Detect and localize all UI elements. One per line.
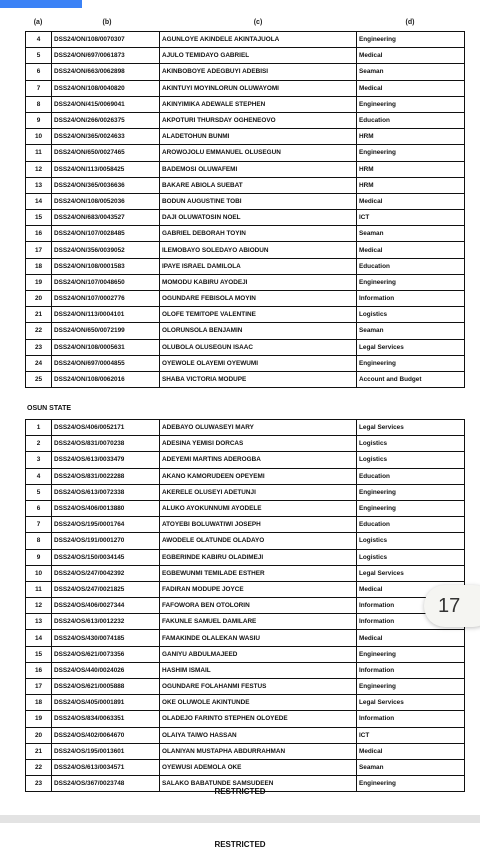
department-cell: Engineering	[357, 32, 465, 48]
table-row	[26, 484, 465, 500]
table-row	[26, 711, 465, 727]
table-row	[26, 581, 465, 597]
serial-number-cell: 8	[26, 96, 52, 112]
department-cell: Logistics	[357, 549, 465, 565]
table-row	[26, 193, 465, 209]
candidate-name-cell: OKE OLUWOLE AKINTUNDE	[160, 695, 357, 711]
serial-number-cell: 10	[26, 565, 52, 581]
candidate-name-cell: EGBEWUNMI TEMILADE ESTHER	[160, 565, 357, 581]
reg-number-cell: DSS24/ON/415/0069041	[52, 96, 160, 112]
serial-number-cell: 9	[26, 549, 52, 565]
column-header-a: (a)	[33, 19, 43, 26]
reg-number-cell: DSS24/OS/613/0012232	[52, 614, 160, 630]
serial-number-cell: 19	[26, 274, 52, 290]
reg-number-cell: DSS24/OS/247/0021825	[52, 581, 160, 597]
serial-number-cell: 13	[26, 614, 52, 630]
candidate-name-cell: SHABA VICTORIA MODUPE	[160, 371, 357, 387]
serial-number-cell: 6	[26, 500, 52, 516]
table-row	[26, 242, 465, 258]
candidate-name-cell: BODUN AUGUSTINE TOBI	[160, 193, 357, 209]
serial-number-cell: 25	[26, 371, 52, 387]
reg-number-cell: DSS24/ON/365/0036636	[52, 177, 160, 193]
candidate-name-cell: AKINBOBOYE ADEGBUYI ADEBISI	[160, 64, 357, 80]
table-row	[26, 129, 465, 145]
serial-number-cell: 23	[26, 776, 52, 792]
serial-number-cell: 14	[26, 193, 52, 209]
section-title: OSUN STATE	[27, 405, 72, 412]
reg-number-cell: DSS24/OS/406/0013880	[52, 500, 160, 516]
reg-number-cell: DSS24/OS/191/0001270	[52, 533, 160, 549]
department-cell: Seaman	[357, 226, 465, 242]
serial-number-cell: 17	[26, 679, 52, 695]
candidate-name-cell: EGBERINDE KABIRU OLADIMEJI	[160, 549, 357, 565]
table-row	[26, 145, 465, 161]
reg-number-cell: DSS24/OS/440/0024026	[52, 662, 160, 678]
department-cell: Engineering	[357, 776, 465, 792]
candidate-name-cell: ADESINA YEMISI DORCAS	[160, 436, 357, 452]
table-row	[26, 727, 465, 743]
candidate-name-cell: SALAKO BABATUNDE SAMSUDEEN	[160, 776, 357, 792]
serial-number-cell: 22	[26, 323, 52, 339]
reg-number-cell: DSS24/OS/613/0034571	[52, 759, 160, 775]
reg-number-cell: DSS24/OS/621/0005888	[52, 679, 160, 695]
scroll-progress-bar	[0, 0, 480, 8]
serial-number-cell: 15	[26, 646, 52, 662]
candidate-name-cell: OLAIYA TAIWO HASSAN	[160, 727, 357, 743]
department-cell: Medical	[357, 48, 465, 64]
reg-number-cell: DSS24/OS/613/0033479	[52, 452, 160, 468]
department-cell: Engineering	[357, 500, 465, 516]
candidate-name-cell: FAKUNLE SAMUEL DAMILARE	[160, 614, 357, 630]
table-row	[26, 371, 465, 387]
serial-number-cell: 7	[26, 80, 52, 96]
department-cell: Engineering	[357, 679, 465, 695]
department-cell: Logistics	[357, 307, 465, 323]
serial-number-cell: 12	[26, 598, 52, 614]
reg-number-cell: DSS24/ON/650/0072199	[52, 323, 160, 339]
candidate-name-cell: OYEWOLE OLAYEMI OYEWUMI	[160, 355, 357, 371]
department-cell: HRM	[357, 161, 465, 177]
table-row	[26, 339, 465, 355]
reg-number-cell: DSS24/ON/266/0026375	[52, 112, 160, 128]
serial-number-cell: 10	[26, 129, 52, 145]
table-row	[26, 630, 465, 646]
candidate-name-cell: OLORUNSOLA BENJAMIN	[160, 323, 357, 339]
candidate-name-cell: ALUKO AYOKUNNUMI AYODELE	[160, 500, 357, 516]
department-cell: Seaman	[357, 323, 465, 339]
department-cell: Engineering	[357, 355, 465, 371]
table-row	[26, 500, 465, 516]
table-row	[26, 48, 465, 64]
reg-number-cell: DSS24/OS/247/0042392	[52, 565, 160, 581]
candidate-name-cell: OLUBOLA OLUSEGUN ISAAC	[160, 339, 357, 355]
serial-number-cell: 2	[26, 436, 52, 452]
reg-number-cell: DSS24/ON/108/0001583	[52, 258, 160, 274]
department-cell: Medical	[357, 80, 465, 96]
serial-number-cell: 13	[26, 177, 52, 193]
serial-number-cell: 17	[26, 242, 52, 258]
department-cell: HRM	[357, 177, 465, 193]
serial-number-cell: 11	[26, 581, 52, 597]
table-row	[26, 355, 465, 371]
column-header-row	[0, 16, 480, 30]
reg-number-cell: DSS24/ON/113/0058425	[52, 161, 160, 177]
department-cell: Information	[357, 614, 465, 630]
table-row	[26, 64, 465, 80]
candidate-name-cell: AKANO KAMORUDEEN OPEYEMI	[160, 468, 357, 484]
restricted-footer: RESTRICTED	[214, 787, 266, 796]
department-cell: Medical	[357, 193, 465, 209]
department-cell: Engineering	[357, 484, 465, 500]
table-row	[26, 307, 465, 323]
department-cell: Information	[357, 711, 465, 727]
candidate-name-cell: AKPOTURI THURSDAY OGHENEOVO	[160, 112, 357, 128]
table-row	[26, 32, 465, 48]
department-cell: Engineering	[357, 145, 465, 161]
table-row	[26, 161, 465, 177]
candidate-name-cell: ALADETOHUN BUNMI	[160, 129, 357, 145]
candidate-name-cell: MOMODU KABIRU AYODEJI	[160, 274, 357, 290]
table-row	[26, 743, 465, 759]
table-row	[26, 177, 465, 193]
department-cell: Education	[357, 468, 465, 484]
candidate-name-cell: AKERELE OLUSEYI ADETUNJI	[160, 484, 357, 500]
serial-number-cell: 6	[26, 64, 52, 80]
candidate-name-cell: OGUNDARE FEBISOLA MOYIN	[160, 291, 357, 307]
department-cell: Legal Services	[357, 695, 465, 711]
reg-number-cell: DSS24/ON/356/0039052	[52, 242, 160, 258]
serial-number-cell: 9	[26, 112, 52, 128]
department-cell: Engineering	[357, 274, 465, 290]
serial-number-cell: 14	[26, 630, 52, 646]
candidate-name-cell: AKINYIMIKA ADEWALE STEPHEN	[160, 96, 357, 112]
candidate-name-cell: OLOFE TEMITOPE VALENTINE	[160, 307, 357, 323]
reg-number-cell: DSS24/OS/367/0023748	[52, 776, 160, 792]
reg-number-cell: DSS24/ON/107/0048650	[52, 274, 160, 290]
department-cell: Legal Services	[357, 420, 465, 436]
serial-number-cell: 8	[26, 533, 52, 549]
department-cell: Education	[357, 112, 465, 128]
department-cell: Engineering	[357, 96, 465, 112]
reg-number-cell: DSS24/OS/405/0001891	[52, 695, 160, 711]
osun-candidates-table	[25, 419, 465, 792]
candidate-name-cell: AWODELE OLATUNDE OLADAYO	[160, 533, 357, 549]
department-cell: Logistics	[357, 533, 465, 549]
table-row	[26, 80, 465, 96]
reg-number-cell: DSS24/OS/406/0027344	[52, 598, 160, 614]
table-row	[26, 517, 465, 533]
serial-number-cell: 18	[26, 258, 52, 274]
department-cell: Information	[357, 291, 465, 307]
candidate-name-cell: OLADEJO FARINTO STEPHEN OLOYEDE	[160, 711, 357, 727]
department-cell: Information	[357, 598, 465, 614]
reg-number-cell: DSS24/ON/108/0040820	[52, 80, 160, 96]
reg-number-cell: DSS24/OS/150/0034145	[52, 549, 160, 565]
department-cell: Medical	[357, 242, 465, 258]
serial-number-cell: 7	[26, 517, 52, 533]
reg-number-cell: DSS24/ON/107/0002776	[52, 291, 160, 307]
reg-number-cell: DSS24/OS/195/0001764	[52, 517, 160, 533]
candidate-name-cell: AGUNLOYE AKINDELE AKINTAJUOLA	[160, 32, 357, 48]
candidate-name-cell: ADEBAYO OLUWASEYI MARY	[160, 420, 357, 436]
candidate-name-cell: HASHIM ISMAIL	[160, 662, 357, 678]
department-cell: Logistics	[357, 436, 465, 452]
reg-number-cell: DSS24/OS/406/0052171	[52, 420, 160, 436]
candidate-name-cell: BAKARE ABIOLA SUEBAT	[160, 177, 357, 193]
candidate-name-cell: OLANIYAN MUSTAPHA ABDURRAHMAN	[160, 743, 357, 759]
candidate-name-cell: AJULO TEMIDAYO GABRIEL	[160, 48, 357, 64]
department-cell: Medical	[357, 581, 465, 597]
table-row	[26, 679, 465, 695]
table-row	[26, 646, 465, 662]
reg-number-cell: DSS24/OS/831/0022288	[52, 468, 160, 484]
reg-number-cell: DSS24/OS/621/0073356	[52, 646, 160, 662]
department-cell: Logistics	[357, 452, 465, 468]
table-row	[26, 112, 465, 128]
table-row	[26, 662, 465, 678]
candidate-name-cell: OYEWUSI ADEMOLA OKE	[160, 759, 357, 775]
department-cell: Education	[357, 517, 465, 533]
serial-number-cell: 24	[26, 355, 52, 371]
department-cell: Engineering	[357, 646, 465, 662]
reg-number-cell: DSS24/OS/430/0074185	[52, 630, 160, 646]
reg-number-cell: DSS24/ON/697/0061873	[52, 48, 160, 64]
candidate-name-cell: ADEYEMI MARTINS ADEROGBA	[160, 452, 357, 468]
candidate-name-cell: GABRIEL DEBORAH TOYIN	[160, 226, 357, 242]
reg-number-cell: DSS24/ON/108/0062016	[52, 371, 160, 387]
candidate-name-cell: AROWOJOLU EMMANUEL OLUSEGUN	[160, 145, 357, 161]
reg-number-cell: DSS24/OS/834/0063351	[52, 711, 160, 727]
reg-number-cell: DSS24/ON/650/0027465	[52, 145, 160, 161]
serial-number-cell: 16	[26, 662, 52, 678]
table-row	[26, 549, 465, 565]
table-row	[26, 420, 465, 436]
table-row	[26, 436, 465, 452]
department-cell: HRM	[357, 129, 465, 145]
department-cell: Education	[357, 258, 465, 274]
candidate-name-cell: ATOYEBI BOLUWATIWI JOSEPH	[160, 517, 357, 533]
reg-number-cell: DSS24/ON/365/0024633	[52, 129, 160, 145]
table-row	[26, 598, 465, 614]
reg-number-cell: DSS24/OS/831/0070238	[52, 436, 160, 452]
reg-number-cell: DSS24/ON/108/0005631	[52, 339, 160, 355]
serial-number-cell: 5	[26, 484, 52, 500]
restricted-header-next-page: RESTRICTED	[214, 840, 266, 849]
serial-number-cell: 20	[26, 291, 52, 307]
serial-number-cell: 3	[26, 452, 52, 468]
table-row	[26, 258, 465, 274]
table-row	[26, 96, 465, 112]
table-row	[26, 695, 465, 711]
candidate-name-cell: BADEMOSI OLUWAFEMI	[160, 161, 357, 177]
serial-number-cell: 21	[26, 307, 52, 323]
table-row	[26, 452, 465, 468]
table-row	[26, 533, 465, 549]
candidate-name-cell: GANIYU ABDULMAJEED	[160, 646, 357, 662]
department-cell: Medical	[357, 630, 465, 646]
candidate-name-cell: FAFOWORA BEN OTOLORIN	[160, 598, 357, 614]
reg-number-cell: DSS24/OS/402/0064670	[52, 727, 160, 743]
department-cell: Seaman	[357, 759, 465, 775]
department-cell: Information	[357, 662, 465, 678]
candidate-name-cell: OGUNDARE FOLAHANMI FESTUS	[160, 679, 357, 695]
serial-number-cell: 15	[26, 210, 52, 226]
reg-number-cell: DSS24/ON/113/0004101	[52, 307, 160, 323]
serial-number-cell: 20	[26, 727, 52, 743]
table-row	[26, 323, 465, 339]
table-row	[26, 614, 465, 630]
serial-number-cell: 18	[26, 695, 52, 711]
department-cell: Account and Budget	[357, 371, 465, 387]
candidate-name-cell: AKINTUYI MOYINLORUN OLUWAYOMI	[160, 80, 357, 96]
candidate-name-cell: ILEMOBAYO SOLEDAYO ABIODUN	[160, 242, 357, 258]
candidate-name-cell: DAJI OLUWATOSIN NOEL	[160, 210, 357, 226]
serial-number-cell: 5	[26, 48, 52, 64]
table-row	[26, 565, 465, 581]
column-header-c: (c)	[253, 19, 263, 26]
column-header-b: (b)	[102, 19, 112, 26]
reg-number-cell: DSS24/ON/697/0004855	[52, 355, 160, 371]
table-row	[26, 274, 465, 290]
serial-number-cell: 4	[26, 32, 52, 48]
table-row	[26, 291, 465, 307]
table-row	[26, 226, 465, 242]
serial-number-cell: 23	[26, 339, 52, 355]
serial-number-cell: 16	[26, 226, 52, 242]
department-cell: ICT	[357, 210, 465, 226]
serial-number-cell: 1	[26, 420, 52, 436]
department-cell: ICT	[357, 727, 465, 743]
candidate-name-cell: FADIRAN MODUPE JOYCE	[160, 581, 357, 597]
serial-number-cell: 12	[26, 161, 52, 177]
serial-number-cell: 22	[26, 759, 52, 775]
table-row	[26, 210, 465, 226]
column-header-d: (d)	[405, 19, 415, 26]
serial-number-cell: 11	[26, 145, 52, 161]
candidate-name-cell: FAMAKINDE OLALEKAN WASIU	[160, 630, 357, 646]
table-row	[26, 468, 465, 484]
table-row	[26, 759, 465, 775]
reg-number-cell: DSS24/ON/683/0043527	[52, 210, 160, 226]
department-cell: Legal Services	[357, 339, 465, 355]
department-cell: Seaman	[357, 64, 465, 80]
ondo-candidates-table	[25, 31, 465, 388]
reg-number-cell: DSS24/ON/108/0052036	[52, 193, 160, 209]
reg-number-cell: DSS24/OS/195/0013601	[52, 743, 160, 759]
serial-number-cell: 4	[26, 468, 52, 484]
department-cell: Legal Services	[357, 565, 465, 581]
page-separator	[0, 815, 480, 823]
candidate-name-cell: IPAYE ISRAEL DAMILOLA	[160, 258, 357, 274]
scroll-progress-fill	[0, 0, 82, 8]
reg-number-cell: DSS24/ON/107/0028485	[52, 226, 160, 242]
reg-number-cell: DSS24/ON/663/0062898	[52, 64, 160, 80]
serial-number-cell: 21	[26, 743, 52, 759]
reg-number-cell: DSS24/ON/108/0070307	[52, 32, 160, 48]
reg-number-cell: DSS24/OS/613/0072338	[52, 484, 160, 500]
serial-number-cell: 19	[26, 711, 52, 727]
department-cell: Medical	[357, 743, 465, 759]
page-number-badge[interactable]: 17	[424, 585, 480, 627]
